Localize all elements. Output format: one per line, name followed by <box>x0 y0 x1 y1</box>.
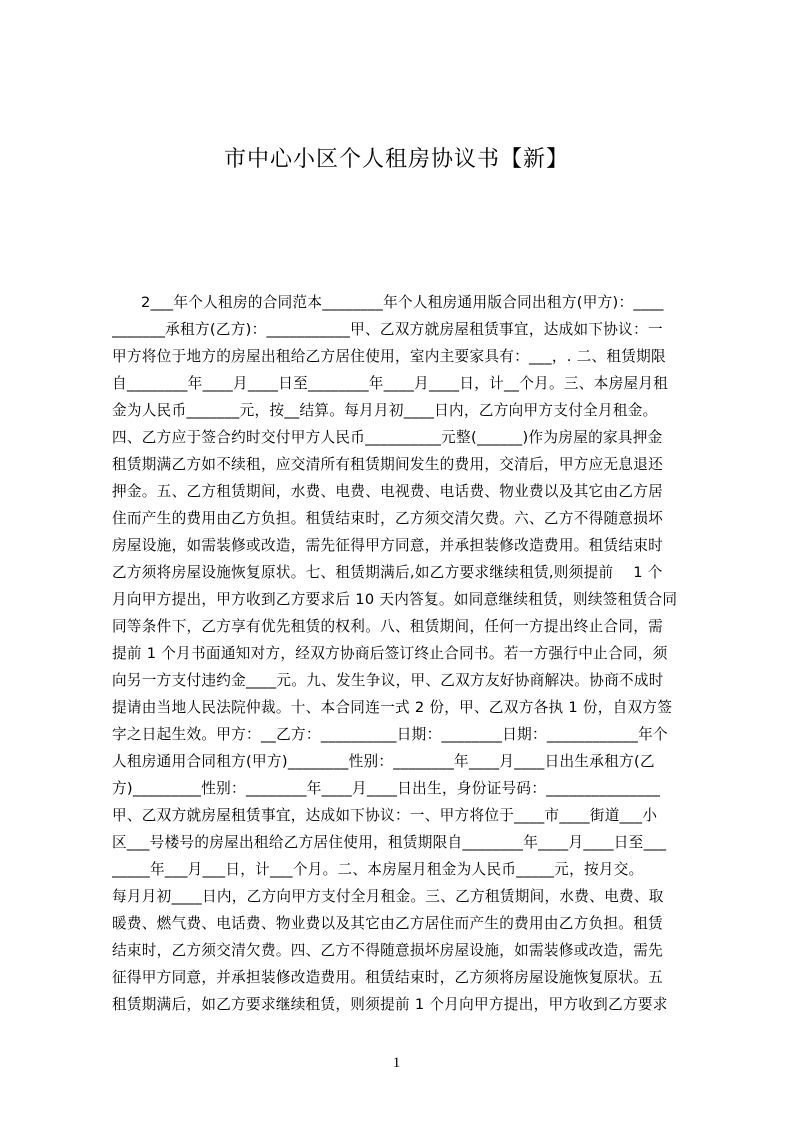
paragraph-line: 住而产生的费用由乙方负担。租赁结束时，乙方须交清欠费。六、乙方不得随意损坏 <box>112 510 664 527</box>
paragraph-line: 甲方将位于地方的房屋出租给乙方居住使用，室内主要家具有：___，. 二、租赁期限 <box>112 348 666 365</box>
page-number: 1 <box>392 1055 401 1071</box>
document-title: 市中心小区个人租房协议书【新】 <box>223 147 569 172</box>
paragraph-line: 甲、乙双方就房屋租赁事宜，达成如下协议：一、甲方将位于____市____街道___小 <box>112 807 658 824</box>
paragraph-line: _______承租方(乙方)：___________甲、乙双方就房屋租赁事宜，达成如下协议：一 <box>112 321 663 338</box>
paragraph-line: 暖费、燃气费、电话费、物业费以及其它由乙方居住而产生的费用由乙方负担。租赁 <box>112 915 664 932</box>
paragraph-line: 提前 1 个月书面通知对方，经双方协商后签订终止合同书。若一方强行中止合同，须 <box>112 645 668 662</box>
paragraph-line: 字之日起生效。甲方：__乙方：__________日期：________日期：____________年个 <box>112 726 668 743</box>
paragraph-line: 押金。五、乙方租赁期间，水费、电费、电视费、电话费、物业费以及其它由乙方居 <box>112 483 664 500</box>
paragraph-line: 2___年个人租房的合同范本________年个人租房通用版合同出租方(甲方)：____ <box>141 294 664 311</box>
paragraph-line: 四、乙方应于签合约时交付甲方人民币__________元整(______)作为房屋的家具押金 <box>112 429 663 446</box>
paragraph-line: 租赁期满乙方如不续租，应交清所有租赁期间发生的费用，交清后，甲方应无息退还 <box>112 456 664 473</box>
paragraph-line: 金为人民币_______元，按__结算。每月月初____日内，乙方向甲方支付全月租金。 <box>112 402 658 419</box>
paragraph-line: 征得甲方同意，并承担装修改造费用。租赁结束时，乙方须将房屋设施恢复原状。五 <box>112 969 664 986</box>
paragraph-line: 区___号楼号的房屋出租给乙方居住使用，租赁期限自________年____月____日至___ <box>112 834 667 851</box>
paragraph-line: 房屋设施，如需装修或改造，需先征得甲方同意，并承担装修改造费用。租赁结束时 <box>112 537 664 554</box>
paragraph-line: 提请由当地人民法院仲裁。十、本合同连一式 2 份，甲、乙双方各执 1 份，自双方签 <box>112 699 673 716</box>
paragraph-line: 同等条件下，乙方享有优先租赁的权利。八、租赁期间，任何一方提出终止合同，需 <box>112 618 664 635</box>
paragraph-line: 结束时，乙方须交清欠费。四、乙方不得随意损坏房屋设施，如需装修或改造，需先 <box>112 942 664 959</box>
document-body <box>112 289 702 1018</box>
paragraph-line: 乙方须将房屋设施恢复原状。七、租赁期满后,如乙方要求继续租赁,则须提前 1 个 <box>112 564 663 581</box>
paragraph-line: 每月月初____日内，乙方向甲方支付全月租金。三、乙方租赁期间，水费、电费、取 <box>112 888 664 905</box>
paragraph-line: _____年___月___日，计___个月。二、本房屋月租金为人民币_____元，按月交。 <box>112 861 644 878</box>
paragraph-line: 方)_________性别：________年____月____日出生，身份证号码：_______________ <box>112 780 661 797</box>
paragraph-line: 租赁期满后，如乙方要求继续租赁，则须提前 1 个月向甲方提出，甲方收到乙方要求 <box>112 996 668 1013</box>
paragraph-line: 人租房通用合同租方(甲方)________性别：________年____月____日出生承租方(乙 <box>112 753 655 770</box>
paragraph-line: 月向甲方提出，甲方收到乙方要求后 10 天内答复。如同意继续租赁，则续签租赁合同 <box>112 591 678 608</box>
paragraph-line: 向另一方支付违约金____元。九、发生争议，甲、乙双方友好协商解决。协商不成时 <box>112 672 664 689</box>
paragraph-line: 自________年____月____日至________年____月____日，计__个月。三、本房屋月租 <box>112 375 669 392</box>
